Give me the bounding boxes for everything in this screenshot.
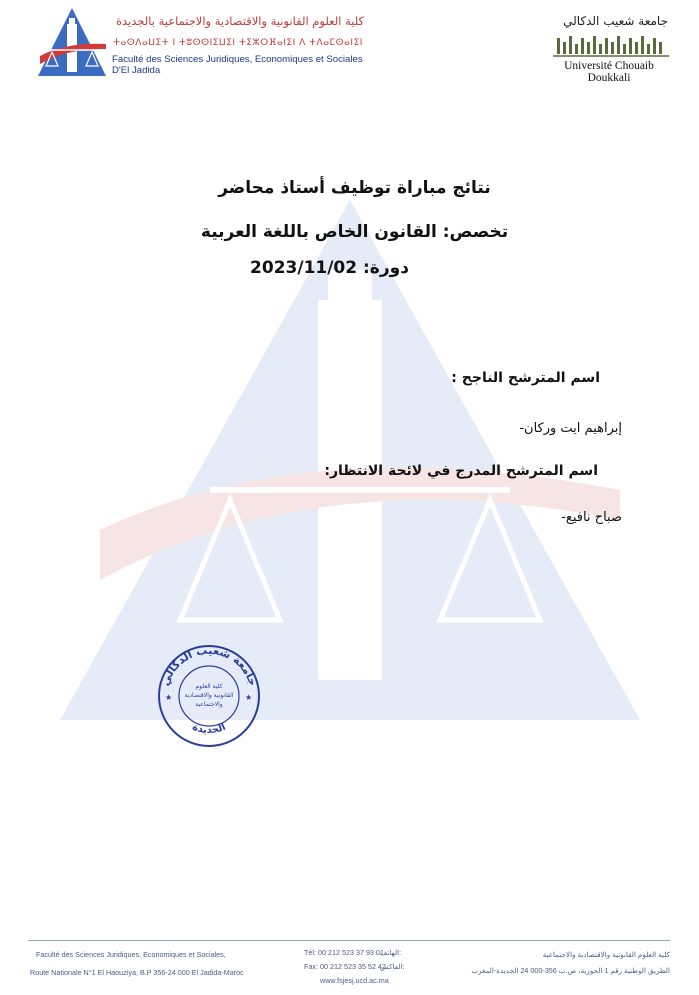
winner-name: إبراهيم ايت وركان	[524, 421, 622, 436]
winner-heading: اسم المترشح الناجح :	[451, 370, 600, 386]
faculty-name-tifinagh: ⵜⴰⵙⴷⴰⵡⵉⵜ ⵏ ⵜⵓⵙⵙⵏⵉⵡⵉⵏ ⵜⵉⵣⵔⴼⴰⵏⵉⵏ ⴷ ⵜⴷⴰⵎⵙⴰⵏⵉⵏ	[113, 38, 363, 48]
svg-text:★: ★	[245, 693, 253, 702]
footer-fax: Fax: 00 212 523 35 52 42	[304, 962, 386, 971]
list-bullet: -	[561, 510, 566, 525]
svg-text:والاجتماعية: والاجتماعية	[195, 701, 223, 708]
footer-website-link[interactable]: www.fsjesj.ucd.ac.ma	[320, 976, 389, 985]
faculty-name-arabic: كلية العلوم القانونية والاقتصادية والاجتماعية بالجديدة	[115, 14, 364, 28]
waiting-list-item	[541, 510, 622, 525]
footer-divider	[28, 940, 670, 941]
footer-address-arabic: الطريق الوطنية رقم 1 الحوزية، ص.ب 356-000 24 الجديدة-المغرب	[471, 966, 670, 975]
footer-faculty-french: Faculté des Sciences Juridiques, Economiques et Sociales,	[36, 950, 226, 959]
university-name-french: Université Chouaib Doukkali	[564, 60, 654, 84]
svg-text:كلية العلوم: كلية العلوم	[195, 683, 223, 690]
list-bullet: -	[519, 421, 525, 436]
footer-address-french: Route Nationale N°1 El Haouziya, B.P 356-24 000 El Jadida-Maroc	[30, 968, 244, 977]
faculty-name-french: Faculté des Sciences Juridiques, Economiques et Sociales D'El Jadida	[112, 54, 363, 76]
footer-phone-label-arabic: الهاتف:	[380, 948, 402, 957]
document-session-date: دورة: 2023/11/02	[250, 258, 409, 278]
waiting-list-heading: اسم المترشح المدرج في لائحة الانتظار:	[324, 463, 598, 479]
svg-text:القانونية والاقتصادية: القانونية والاقتصادية	[184, 692, 234, 699]
svg-text:الجديدة: الجديدة	[190, 721, 228, 737]
official-stamp	[155, 642, 263, 750]
university-logo-pattern	[553, 34, 669, 58]
waiting-candidate-name: صباح نافيع	[565, 510, 622, 525]
footer-faculty-arabic: كلية العلوم القانونية والاقتصادية والاجتماعية	[542, 950, 670, 959]
svg-text:★: ★	[165, 693, 173, 702]
svg-text:جامعة شعيب الدكالي: جامعة شعيب الدكالي	[158, 643, 260, 688]
footer-phone: Tél: 00 212 523 37 93 01	[304, 948, 384, 957]
university-name-arabic: جامعة شعيب الدكالي	[563, 14, 668, 28]
footer-fax-label-arabic: الفاكس:	[380, 962, 405, 971]
document-specialty: تخصص: القانون الخاص باللغة العربية	[200, 222, 509, 242]
winner-list-item	[499, 421, 622, 436]
faculty-logo	[36, 6, 108, 78]
document-title: نتائج مباراة توظيف أستاذ محاضر	[218, 178, 491, 198]
